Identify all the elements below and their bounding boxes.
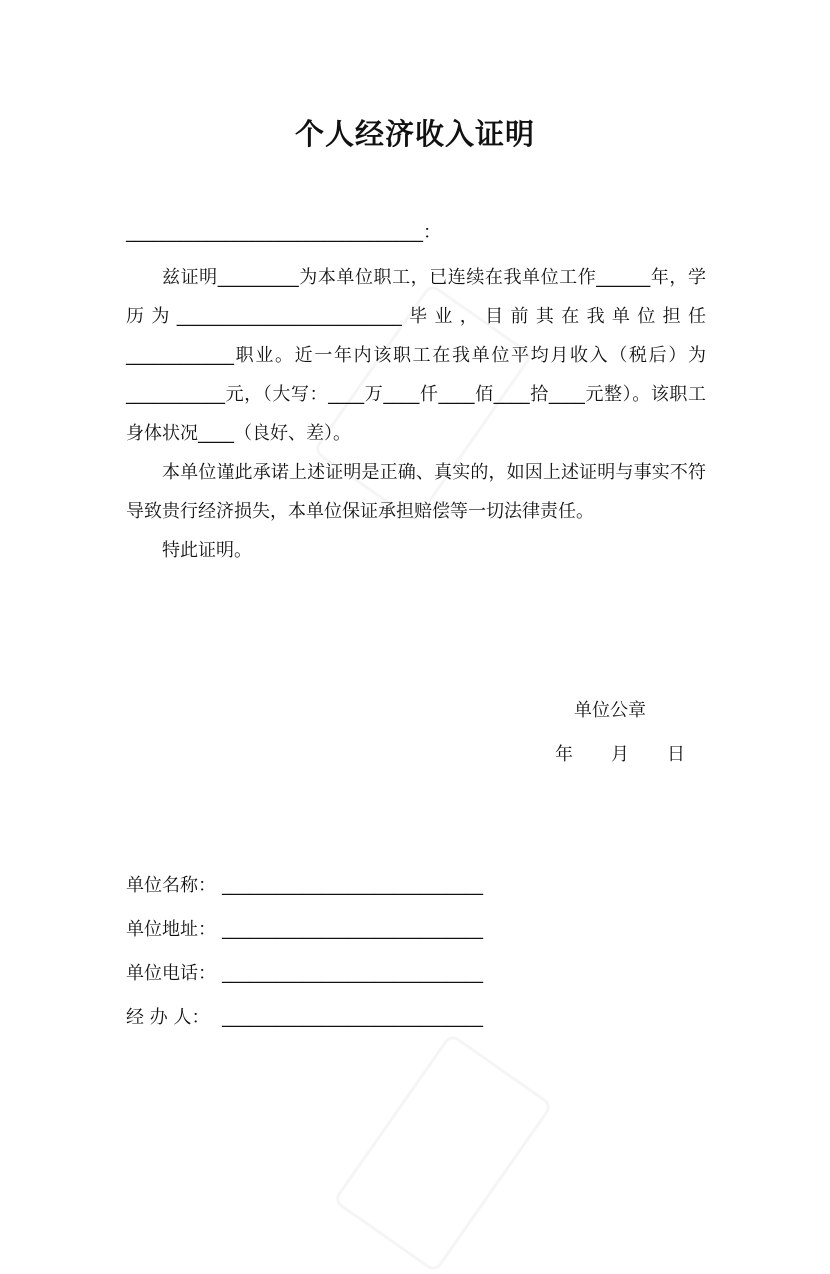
unit-phone-field: _____________________________	[222, 963, 483, 984]
unit-address-field: _____________________________	[222, 919, 483, 940]
handler-row	[126, 1000, 483, 1044]
date-year: 年	[555, 744, 573, 765]
watermark-bottom	[332, 1032, 553, 1273]
unit-name-row	[126, 868, 483, 912]
date-day: 日	[667, 744, 685, 765]
addressee-line: _________________________________：	[126, 222, 441, 243]
unit-info-block	[126, 868, 483, 1044]
unit-name-label: 单位名称：	[126, 875, 216, 896]
unit-address-label: 单位地址：	[126, 919, 216, 940]
unit-phone-label: 单位电话：	[126, 963, 216, 984]
seal-label: 单位公章	[574, 700, 646, 721]
date-line	[555, 740, 685, 766]
certificate-body	[126, 258, 706, 570]
document-title: 个人经济收入证明	[294, 117, 535, 151]
handler-label: 经 办 人：	[126, 1007, 210, 1028]
unit-address-row	[126, 912, 483, 956]
date-month: 月	[611, 744, 629, 765]
unit-name-field: _____________________________	[222, 875, 483, 896]
paragraph-commitment: 本单位谨此承诺上述证明是正确、真实的，如因上述证明与事实不符导致贵行经济损失，本单位保证承担赔偿等一切法律责任。	[126, 462, 706, 522]
paragraph-employment: 兹证明_________为本单位职工，已连续在我单位工作______年，学历为_________________________毕业，目前其在我单位担任____________职业。近一年内该职工在我单位平均月收入（税后）为___________元，（大写：____万____仟____佰____拾____元整）。该职工身体状况____（良好、差）。	[126, 267, 706, 444]
paragraph-closing: 特此证明。	[162, 540, 252, 561]
handler-field: _____________________________	[222, 1007, 483, 1028]
unit-phone-row	[126, 956, 483, 1000]
